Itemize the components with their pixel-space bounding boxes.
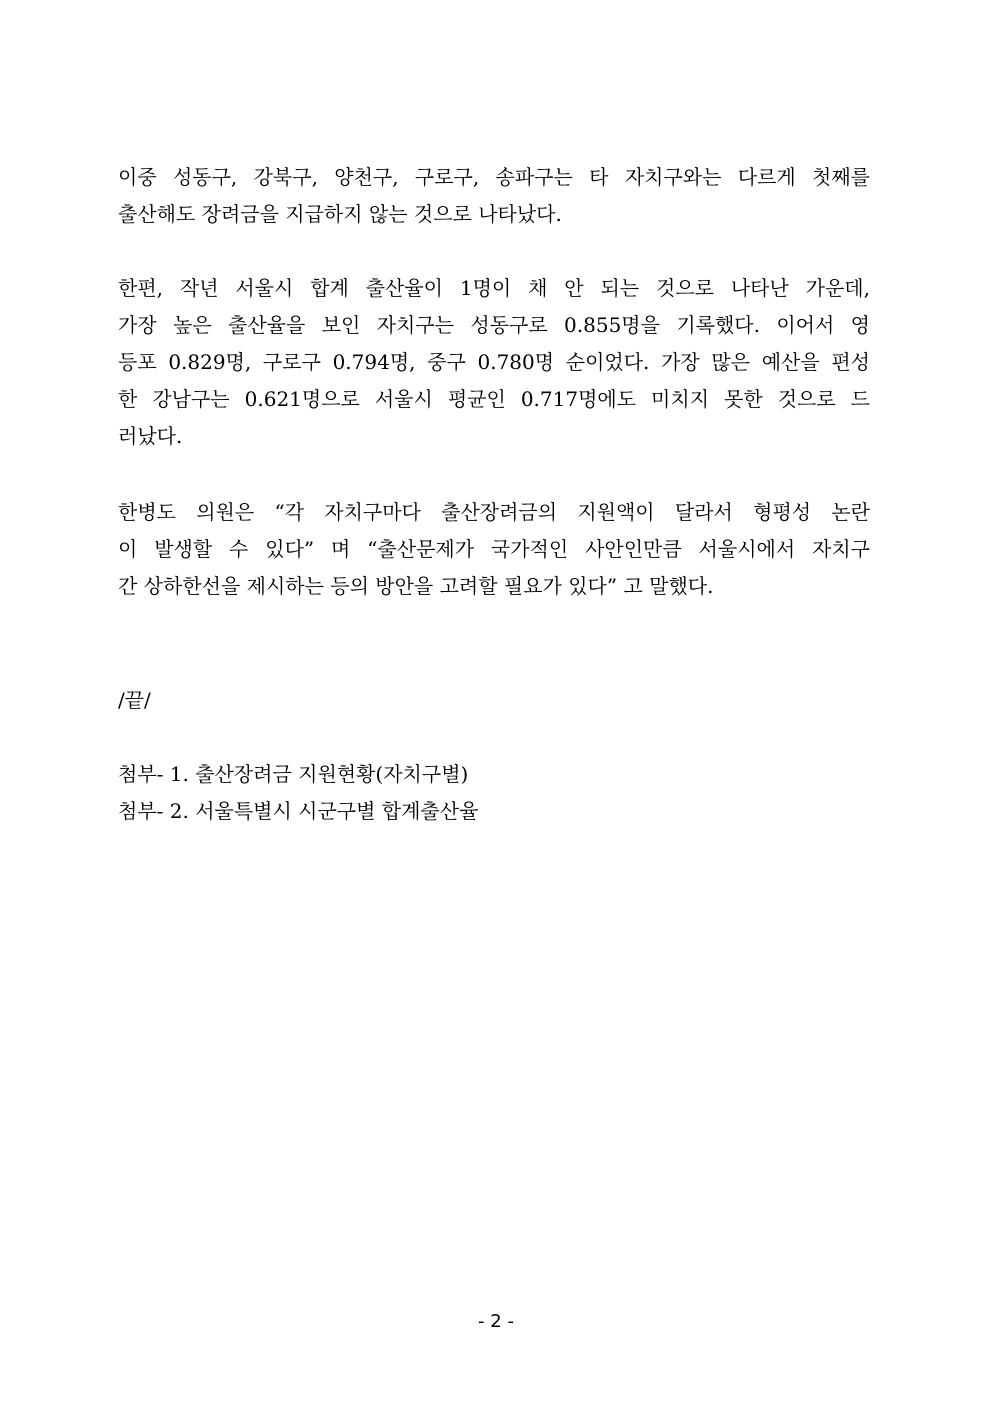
paragraph-line: 간 상하한선을 제시하는 등의 방안을 고려할 필요가 있다” 고 말했다. <box>118 574 714 598</box>
paragraph-line: 러났다. <box>118 424 183 448</box>
paragraph-line: 한병도 의원은 “각 자치구마다 출산장려금의 지원액이 달라서 형평성 논란 <box>118 500 870 524</box>
paragraph-line: 한 강남구는 0.621명으로 서울시 평균인 0.717명에도 미치지 못한 것으로 드 <box>118 387 870 411</box>
paragraph-2 <box>118 270 870 455</box>
attachment-item-2: 첨부- 2. 서울특별시 시군구별 합계출산율 <box>118 799 479 823</box>
attachment-item-1: 첨부- 1. 출산장려금 지원현황(자치구별) <box>118 762 469 786</box>
paragraph-line: 한편, 작년 서울시 합계 출산율이 1명이 채 안 되는 것으로 나타난 가운데, <box>118 276 870 300</box>
paragraph-line: 이중 성동구, 강북구, 양천구, 구로구, 송파구는 타 자치구와는 다르게 첫째를 <box>118 165 870 189</box>
paragraph-line: 가장 높은 출산율을 보인 자치구는 성동구로 0.855명을 기록했다. 이어서 영 <box>118 313 870 337</box>
end-mark: /끝/ <box>118 688 151 712</box>
paragraph-line: 출산해도 장려금을 지급하지 않는 것으로 나타났다. <box>118 202 562 226</box>
paragraph-1 <box>118 159 870 233</box>
paragraph-line: 등포 0.829명, 구로구 0.794명, 중구 0.780명 순이었다. 가장 많은 예산을 편성 <box>118 350 870 374</box>
paragraph-line: 이 발생할 수 있다” 며 “출산문제가 국가적인 사안인만큼 서울시에서 자치구 <box>118 537 870 561</box>
page-number: - 2 - <box>478 1311 514 1332</box>
paragraph-3 <box>118 494 870 605</box>
